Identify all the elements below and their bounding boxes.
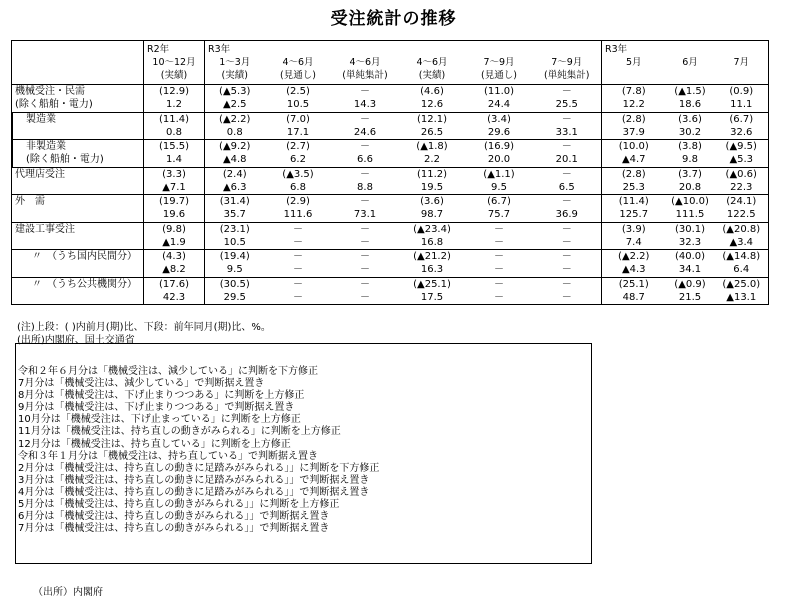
value-prev-period: － xyxy=(533,85,602,99)
header-line: 10～12月 xyxy=(152,57,196,68)
header-line: 5月 xyxy=(625,57,642,68)
value-prev-period: (3.3) xyxy=(144,167,205,181)
table-row xyxy=(12,195,769,209)
value-prev-period: － xyxy=(265,222,332,236)
table-row-yoy xyxy=(12,208,769,222)
value-prev-period: (40.0) xyxy=(666,250,715,264)
value-prev-period: － xyxy=(466,250,533,264)
value-prev-year: 122.5 xyxy=(715,208,769,222)
value-prev-period: (▲1.1) xyxy=(466,167,533,181)
history-line: 令和３年１月分は「機械受注は、持ち直している」で判断据え置き xyxy=(18,450,318,462)
value-prev-year: 17.1 xyxy=(265,126,332,140)
value-prev-year: 6.8 xyxy=(265,181,332,195)
value-prev-year: 9.5 xyxy=(466,181,533,195)
header-label-cell xyxy=(12,41,144,85)
table-row xyxy=(12,140,769,154)
value-prev-year: ▲4.8 xyxy=(205,153,265,167)
value-prev-period: (0.9) xyxy=(715,85,769,99)
header-line: 6月 xyxy=(682,57,698,68)
value-prev-year: 7.4 xyxy=(602,236,666,250)
value-prev-period: (2.5) xyxy=(265,85,332,99)
value-prev-period: (2.8) xyxy=(602,167,666,181)
value-prev-period: － xyxy=(332,277,399,291)
history-line: 令和２年６月分は「機械受注は、減少している」に判断を下方修正 xyxy=(18,366,318,377)
value-prev-period: (11.2) xyxy=(399,167,466,181)
value-prev-year: 73.1 xyxy=(332,208,399,222)
value-prev-period: (▲0.9) xyxy=(666,277,715,291)
header-cell xyxy=(533,41,602,85)
value-prev-year: － xyxy=(265,291,332,305)
header-cell xyxy=(205,41,265,85)
value-prev-year: － xyxy=(332,291,399,305)
header-line xyxy=(605,69,663,82)
header-line: (実績) xyxy=(418,70,446,81)
value-prev-period: (▲5.3) xyxy=(205,85,265,99)
value-prev-year: 0.8 xyxy=(205,126,265,140)
header-line xyxy=(718,43,766,56)
value-prev-year: 19.5 xyxy=(399,181,466,195)
value-prev-period: (3.6) xyxy=(399,195,466,209)
value-prev-period: (3.4) xyxy=(466,112,533,126)
row-sublabel xyxy=(12,181,144,195)
value-prev-period: (2.7) xyxy=(286,141,310,152)
value-prev-period: (16.9) xyxy=(483,141,515,152)
header-line: (実績) xyxy=(221,70,248,81)
value-prev-year: － xyxy=(533,291,602,305)
value-prev-year: 10.5 xyxy=(205,236,265,250)
value-prev-period: (23.1) xyxy=(205,222,265,236)
value-prev-year: 6.2 xyxy=(265,153,332,167)
header-line: 7月 xyxy=(733,57,750,68)
value-prev-year: 9.8 xyxy=(666,153,715,167)
value-prev-period: － xyxy=(533,222,602,236)
header-line: (実績) xyxy=(160,70,188,81)
value-prev-year: 9.5 xyxy=(205,263,265,277)
value-prev-period: (2.4) xyxy=(205,167,265,181)
value-prev-period: (▲25.1) xyxy=(399,277,466,291)
history-line: 6月分は「機械受注は、持ち直しの動きがみられる」」で判断据え置き xyxy=(18,511,330,523)
value-prev-period: (11.4) xyxy=(144,112,205,126)
header-line xyxy=(669,43,712,56)
row-label: 製造業 xyxy=(12,112,144,126)
value-prev-year: 125.7 xyxy=(602,208,666,222)
table-row-yoy xyxy=(12,126,769,140)
history-line: 10月分は「機械受注は、下げ止まっている」に判断を上方修正 xyxy=(18,414,301,426)
value-prev-year: 1.2 xyxy=(144,98,205,112)
value-prev-period: (17.6) xyxy=(144,277,205,291)
value-prev-year: 34.1 xyxy=(666,263,715,277)
value-prev-period: (11.4) xyxy=(602,195,666,209)
header-line: (単純集計) xyxy=(544,70,590,81)
value-prev-year: 25.5 xyxy=(533,98,602,112)
row-label: 機械受注・民需 xyxy=(12,85,144,99)
table-row xyxy=(12,167,769,181)
header-line: R2年 xyxy=(147,44,170,55)
header-line: 1～3月 xyxy=(219,57,251,68)
history-line: 7月分は「機械受注は、減少している」で判断据え置き xyxy=(18,378,265,390)
table-note: (注)上段：( )内前月(期)比、下段：前年同月(期)比、%。 xyxy=(17,322,271,333)
value-prev-year: 35.7 xyxy=(205,208,265,222)
header-line: 4～6月 xyxy=(282,57,314,68)
value-prev-period: (19.7) xyxy=(144,195,205,209)
footer-source: （出所）内閣府 xyxy=(33,587,103,598)
value-prev-year: － xyxy=(265,263,332,277)
value-prev-year: ▲5.3 xyxy=(715,153,769,167)
history-line: 7月分は「機械受注は、持ち直しの動きがみられる」」で判断据え置き xyxy=(18,523,330,535)
value-prev-period: － xyxy=(466,277,533,291)
table-row-yoy xyxy=(12,236,769,250)
value-prev-period: (▲3.5) xyxy=(265,167,332,181)
value-prev-period: － xyxy=(533,250,602,264)
value-prev-period: (31.4) xyxy=(205,195,265,209)
page-title: 受注統計の推移 xyxy=(330,9,457,29)
value-prev-year: 16.8 xyxy=(399,236,466,250)
value-prev-year: 25.3 xyxy=(602,181,666,195)
history-line: 2月分は「機械受注は、持ち直しの動きに足踏みがみられる」」に判断を下方修正 xyxy=(18,462,380,474)
value-prev-period: (3.7) xyxy=(666,167,715,181)
header-line: (単純集計) xyxy=(342,70,388,81)
value-prev-year: 10.5 xyxy=(265,98,332,112)
value-prev-period: (2.8) xyxy=(602,112,666,126)
value-prev-year: 12.6 xyxy=(399,98,466,112)
value-prev-year: 24.6 xyxy=(332,126,399,140)
history-line: 3月分は「機械受注は、持ち直しの動きに足踏みがみられる」」で判断据え置き xyxy=(18,474,370,486)
value-prev-year: － xyxy=(332,236,399,250)
value-prev-year: ▲3.4 xyxy=(715,236,769,250)
table-row-yoy xyxy=(12,181,769,195)
header-cell xyxy=(144,41,205,85)
value-prev-period: － xyxy=(360,141,370,152)
value-prev-period: － xyxy=(265,250,332,264)
header-line xyxy=(669,69,712,82)
value-prev-year: 2.2 xyxy=(399,153,466,167)
value-prev-period: (6.7) xyxy=(466,195,533,209)
value-prev-year: － xyxy=(265,236,332,250)
row-label: 非製造業 xyxy=(12,140,144,154)
value-prev-period: (15.5) xyxy=(144,140,205,154)
row-sublabel xyxy=(12,263,144,277)
value-prev-year: ▲13.1 xyxy=(715,291,769,305)
table-source: (出所)内閣府、国土交通省 xyxy=(17,335,135,346)
value-prev-year: 8.8 xyxy=(332,181,399,195)
header-cell xyxy=(602,41,666,85)
value-prev-year: － xyxy=(332,263,399,277)
value-prev-year: 32.3 xyxy=(666,236,715,250)
row-sublabel xyxy=(12,291,144,305)
table-row xyxy=(12,250,769,264)
value-prev-year: 29.5 xyxy=(205,291,265,305)
value-prev-period: － xyxy=(332,112,399,126)
table-row-yoy xyxy=(12,153,769,167)
value-prev-period: (4.3) xyxy=(144,250,205,264)
value-prev-year: 20.0 xyxy=(466,153,533,167)
header-cell xyxy=(466,41,533,85)
value-prev-year: － xyxy=(466,236,533,250)
value-prev-year: 14.3 xyxy=(332,98,399,112)
value-prev-period: (▲2.2) xyxy=(602,250,666,264)
value-prev-year: 26.5 xyxy=(399,126,466,140)
value-prev-period: (▲1.5) xyxy=(666,85,715,99)
history-line: 8月分は「機械受注は、下げ止まりつつある」に判断を上方修正 xyxy=(18,390,305,402)
table-header-row xyxy=(12,41,769,85)
value-prev-year: 36.9 xyxy=(533,208,602,222)
value-prev-year: － xyxy=(466,263,533,277)
value-prev-year: 29.6 xyxy=(466,126,533,140)
value-prev-year: － xyxy=(466,291,533,305)
header-line: R3年 xyxy=(605,44,628,55)
value-prev-year: ▲7.1 xyxy=(144,181,205,195)
value-prev-period: (▲14.8) xyxy=(715,250,769,264)
header-line xyxy=(469,43,530,56)
header-line: (見通し) xyxy=(280,70,316,81)
value-prev-period: － xyxy=(332,167,399,181)
header-line: 4～6月 xyxy=(416,57,448,68)
value-prev-period: (▲0.6) xyxy=(715,167,769,181)
row-sublabel: (除く船舶・電力) xyxy=(12,98,144,112)
value-prev-period: (6.7) xyxy=(715,112,769,126)
value-prev-period: (7.8) xyxy=(602,85,666,99)
value-prev-period: (▲9.5) xyxy=(715,140,769,154)
value-prev-period: (3.8) xyxy=(678,141,702,152)
value-prev-year: ▲8.2 xyxy=(144,263,205,277)
value-prev-period: － xyxy=(265,277,332,291)
value-prev-year: 6.4 xyxy=(715,263,769,277)
value-prev-year: 18.6 xyxy=(666,98,715,112)
value-prev-period: － xyxy=(533,277,602,291)
value-prev-year: 20.1 xyxy=(533,153,602,167)
value-prev-year: 98.7 xyxy=(399,208,466,222)
table-row xyxy=(12,85,769,99)
value-prev-period: (▲1.8) xyxy=(416,141,448,152)
header-cell xyxy=(399,41,466,85)
order-statistics-table xyxy=(11,40,769,305)
value-prev-period: (4.6) xyxy=(399,85,466,99)
value-prev-year: 37.9 xyxy=(602,126,666,140)
value-prev-year: 42.3 xyxy=(144,291,205,305)
value-prev-period: (3.9) xyxy=(602,222,666,236)
value-prev-period: － xyxy=(332,222,399,236)
history-line: 4月分は「機械受注は、持ち直しの動きに足踏みがみられる」」で判断据え置き xyxy=(18,486,370,498)
history-line: 11月分は「機械受注は、持ち直しの動きがみられる」に判断を上方修正 xyxy=(18,426,341,438)
header-line xyxy=(402,43,463,56)
value-prev-year: 6.6 xyxy=(332,153,399,167)
value-prev-period: － xyxy=(533,195,602,209)
row-sublabel xyxy=(12,208,144,222)
value-prev-period: (25.1) xyxy=(602,277,666,291)
value-prev-period: － xyxy=(533,167,602,181)
header-cell xyxy=(666,41,715,85)
row-sublabel xyxy=(12,236,144,250)
value-prev-period: (▲20.8) xyxy=(715,222,769,236)
value-prev-year: 33.1 xyxy=(533,126,602,140)
row-label: 代理店受注 xyxy=(12,167,144,181)
history-line: 12月分は「機械受注は、持ち直している」に判断を上方修正 xyxy=(18,438,291,450)
header-line: R3年 xyxy=(208,44,231,55)
value-prev-period: (▲23.4) xyxy=(399,222,466,236)
row-label: 外 需 xyxy=(12,195,144,209)
value-prev-year: ▲6.3 xyxy=(205,181,265,195)
table-row xyxy=(12,277,769,291)
value-prev-year: 17.5 xyxy=(399,291,466,305)
value-prev-period: (3.6) xyxy=(666,112,715,126)
header-line xyxy=(335,43,396,56)
history-line: 5月分は「機械受注は、持ち直しの動きがみられる」」に判断を上方修正 xyxy=(18,499,340,511)
value-prev-period: (30.5) xyxy=(205,277,265,291)
header-line: 4～6月 xyxy=(349,57,381,68)
value-prev-year: 19.6 xyxy=(144,208,205,222)
value-prev-year: 32.6 xyxy=(715,126,769,140)
value-prev-year: ▲1.9 xyxy=(144,236,205,250)
value-prev-period: － xyxy=(332,195,399,209)
value-prev-year: 11.1 xyxy=(715,98,769,112)
value-prev-year: 12.2 xyxy=(602,98,666,112)
header-line xyxy=(718,69,766,82)
value-prev-period: (19.4) xyxy=(205,250,265,264)
header-line xyxy=(536,43,599,56)
value-prev-period: (▲2.2) xyxy=(205,112,265,126)
value-prev-year: ▲4.7 xyxy=(602,153,666,167)
header-line: (見通し) xyxy=(481,70,517,81)
value-prev-year: ▲4.3 xyxy=(602,263,666,277)
value-prev-year: 20.8 xyxy=(666,181,715,195)
value-prev-year: 0.8 xyxy=(144,126,205,140)
judgement-history-box xyxy=(15,343,592,564)
value-prev-year: 111.5 xyxy=(666,208,715,222)
value-prev-year: 1.4 xyxy=(144,153,205,167)
table-row-yoy xyxy=(12,263,769,277)
header-line xyxy=(268,43,329,56)
value-prev-period: (30.1) xyxy=(666,222,715,236)
table-row xyxy=(12,222,769,236)
table-row xyxy=(12,112,769,126)
row-label: 〃 （うち公共機関分） xyxy=(12,277,144,291)
value-prev-year: 48.7 xyxy=(602,291,666,305)
table-row-yoy xyxy=(12,98,769,112)
value-prev-year: 30.2 xyxy=(666,126,715,140)
value-prev-year: 6.5 xyxy=(533,181,602,195)
value-prev-period: － xyxy=(332,85,399,99)
value-prev-period: (12.1) xyxy=(399,112,466,126)
value-prev-period: (11.0) xyxy=(466,85,533,99)
row-label: 建設工事受注 xyxy=(12,222,144,236)
value-prev-period: (2.9) xyxy=(265,195,332,209)
value-prev-year: 24.4 xyxy=(466,98,533,112)
row-label: 〃 （うち国内民間分） xyxy=(12,250,144,264)
value-prev-period: (12.9) xyxy=(144,85,205,99)
value-prev-period: (9.8) xyxy=(144,222,205,236)
value-prev-period: (▲10.0) xyxy=(666,195,715,209)
value-prev-year: 21.5 xyxy=(666,291,715,305)
value-prev-period: (10.0) xyxy=(618,141,649,152)
header-cell xyxy=(265,41,332,85)
value-prev-period: － xyxy=(533,140,602,154)
table-row-yoy xyxy=(12,291,769,305)
value-prev-period: (24.1) xyxy=(715,195,769,209)
value-prev-year: ▲2.5 xyxy=(205,98,265,112)
header-line: 7～9月 xyxy=(551,57,583,68)
header-line: 7～9月 xyxy=(483,57,515,68)
header-cell xyxy=(332,41,399,85)
value-prev-year: － xyxy=(533,263,602,277)
value-prev-period: (▲21.2) xyxy=(399,250,466,264)
value-prev-period: － xyxy=(332,250,399,264)
value-prev-year: 16.3 xyxy=(399,263,466,277)
row-sublabel xyxy=(12,126,144,140)
value-prev-year: － xyxy=(533,236,602,250)
history-line: 9月分は「機械受注は、下げ止まりつつある」で判断据え置き xyxy=(18,402,295,414)
value-prev-year: 111.6 xyxy=(265,208,332,222)
value-prev-year: 22.3 xyxy=(715,181,769,195)
value-prev-period: (▲9.2) xyxy=(219,141,251,152)
value-prev-period: (▲25.0) xyxy=(715,277,769,291)
header-cell xyxy=(715,41,769,85)
value-prev-year: 75.7 xyxy=(466,208,533,222)
row-sublabel: (除く船舶・電力) xyxy=(12,153,144,167)
value-prev-period: － xyxy=(533,112,602,126)
value-prev-period: (7.0) xyxy=(265,112,332,126)
value-prev-period: － xyxy=(466,222,533,236)
